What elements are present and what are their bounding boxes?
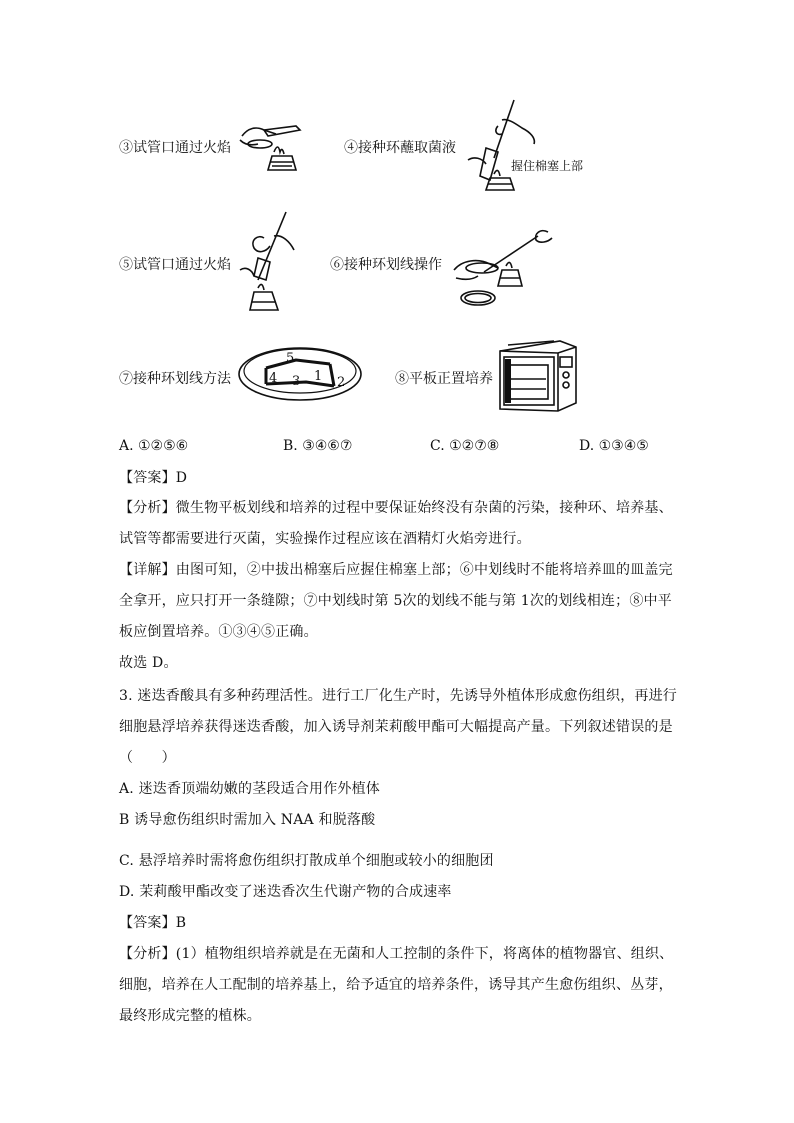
figure-caption-step6: ⑥接种环划线操作 <box>330 257 442 273</box>
q3-option-d: D. 茉莉酸甲酯改变了迷迭香次生代谢产物的合成速率 <box>119 884 452 900</box>
streak-label-3: 3 <box>292 374 301 389</box>
q2-detail-line3: 板应倒置培养。①③④⑤正确。 <box>119 624 318 640</box>
q2-detail-line2: 全拿开，应只打开一条缝隙；⑦中划线时第 5次的划线不能与第 1次的划线相连；⑧中平 <box>119 593 672 609</box>
q2-answer: 【答案】D <box>119 470 188 486</box>
q3-answer: 【答案】B <box>119 915 187 931</box>
flame-tube-illustration-1 <box>234 118 308 180</box>
streak-method-petri-dish <box>236 338 364 404</box>
figure-caption-step7: ⑦接种环划线方法 <box>119 371 231 387</box>
q3-analysis-line1: 【分析】(1）植物组织培养就是在无菌和人工控制的条件下，将离体的植物器官、组织、 <box>119 946 674 962</box>
q2-analysis-line1: 【分析】微生物平板划线和培养的过程中要保证始终没有杂菌的污染，接种环、培养基、 <box>119 500 673 516</box>
streaking-operation-illustration <box>448 218 560 310</box>
streak-label-4: 4 <box>269 371 278 386</box>
q2-conclusion: 故选 D。 <box>119 655 178 671</box>
inoculation-loop-illustration <box>464 98 548 194</box>
q2-analysis-line2: 试管等都需要进行灭菌，实验操作过程应该在酒精灯火焰旁进行。 <box>119 531 531 547</box>
q3-analysis-line2: 细胞，培养在人工配制的培养基上，给予适宜的培养条件，诱导其产生愈伤组织、丛芽， <box>119 977 673 993</box>
figure-caption-step3: ③试管口通过火焰 <box>119 140 231 156</box>
q3-stem-line3: （ ） <box>119 750 176 766</box>
streak-label-2: 2 <box>337 375 346 390</box>
option-b: B. ③④⑥⑦ <box>283 438 353 454</box>
incubator-illustration <box>496 339 580 415</box>
option-d: D. ①③④⑤ <box>579 438 649 454</box>
q3-stem-line2: 细胞悬浮培养获得迷迭香酸，加入诱导剂茉莉酸甲酯可大幅提高产量。下列叙述错误的是 <box>119 719 673 735</box>
streak-label-1: 1 <box>314 369 323 384</box>
q3-analysis-line3: 最终形成完整的植株。 <box>119 1008 261 1024</box>
q3-option-c: C. 悬浮培养时需将愈伤组织打散成单个细胞或较小的细胞团 <box>119 853 494 869</box>
streak-label-5: 5 <box>286 351 295 366</box>
figure-caption-step4: ④接种环蘸取菌液 <box>344 140 456 156</box>
figure-note-cotton-plug: 握住棉塞上部 <box>511 159 584 173</box>
option-a: A. ①②⑤⑥ <box>119 438 189 454</box>
option-c: C. ①②⑦⑧ <box>430 438 500 454</box>
q3-stem-line1: 3. 迷迭香酸具有多种药理活性。进行工厂化生产时，先诱导外植体形成愈伤组织，再进行 <box>119 688 678 704</box>
q3-option-a: A. 迷迭香顶端幼嫩的茎段适合用作外植体 <box>119 781 381 797</box>
flame-tube-illustration-2 <box>236 210 300 316</box>
q2-detail-line1: 【详解】由图可知，②中拔出棉塞后应握住棉塞上部；⑥中划线时不能将培养皿的皿盖完 <box>119 562 673 578</box>
figure-caption-step5: ⑤试管口通过火焰 <box>119 257 231 273</box>
figure-caption-step8: ⑧平板正置培养 <box>395 371 493 387</box>
q3-option-b: B 诱导愈伤组织时需加入 NAA 和脱落酸 <box>119 812 376 828</box>
